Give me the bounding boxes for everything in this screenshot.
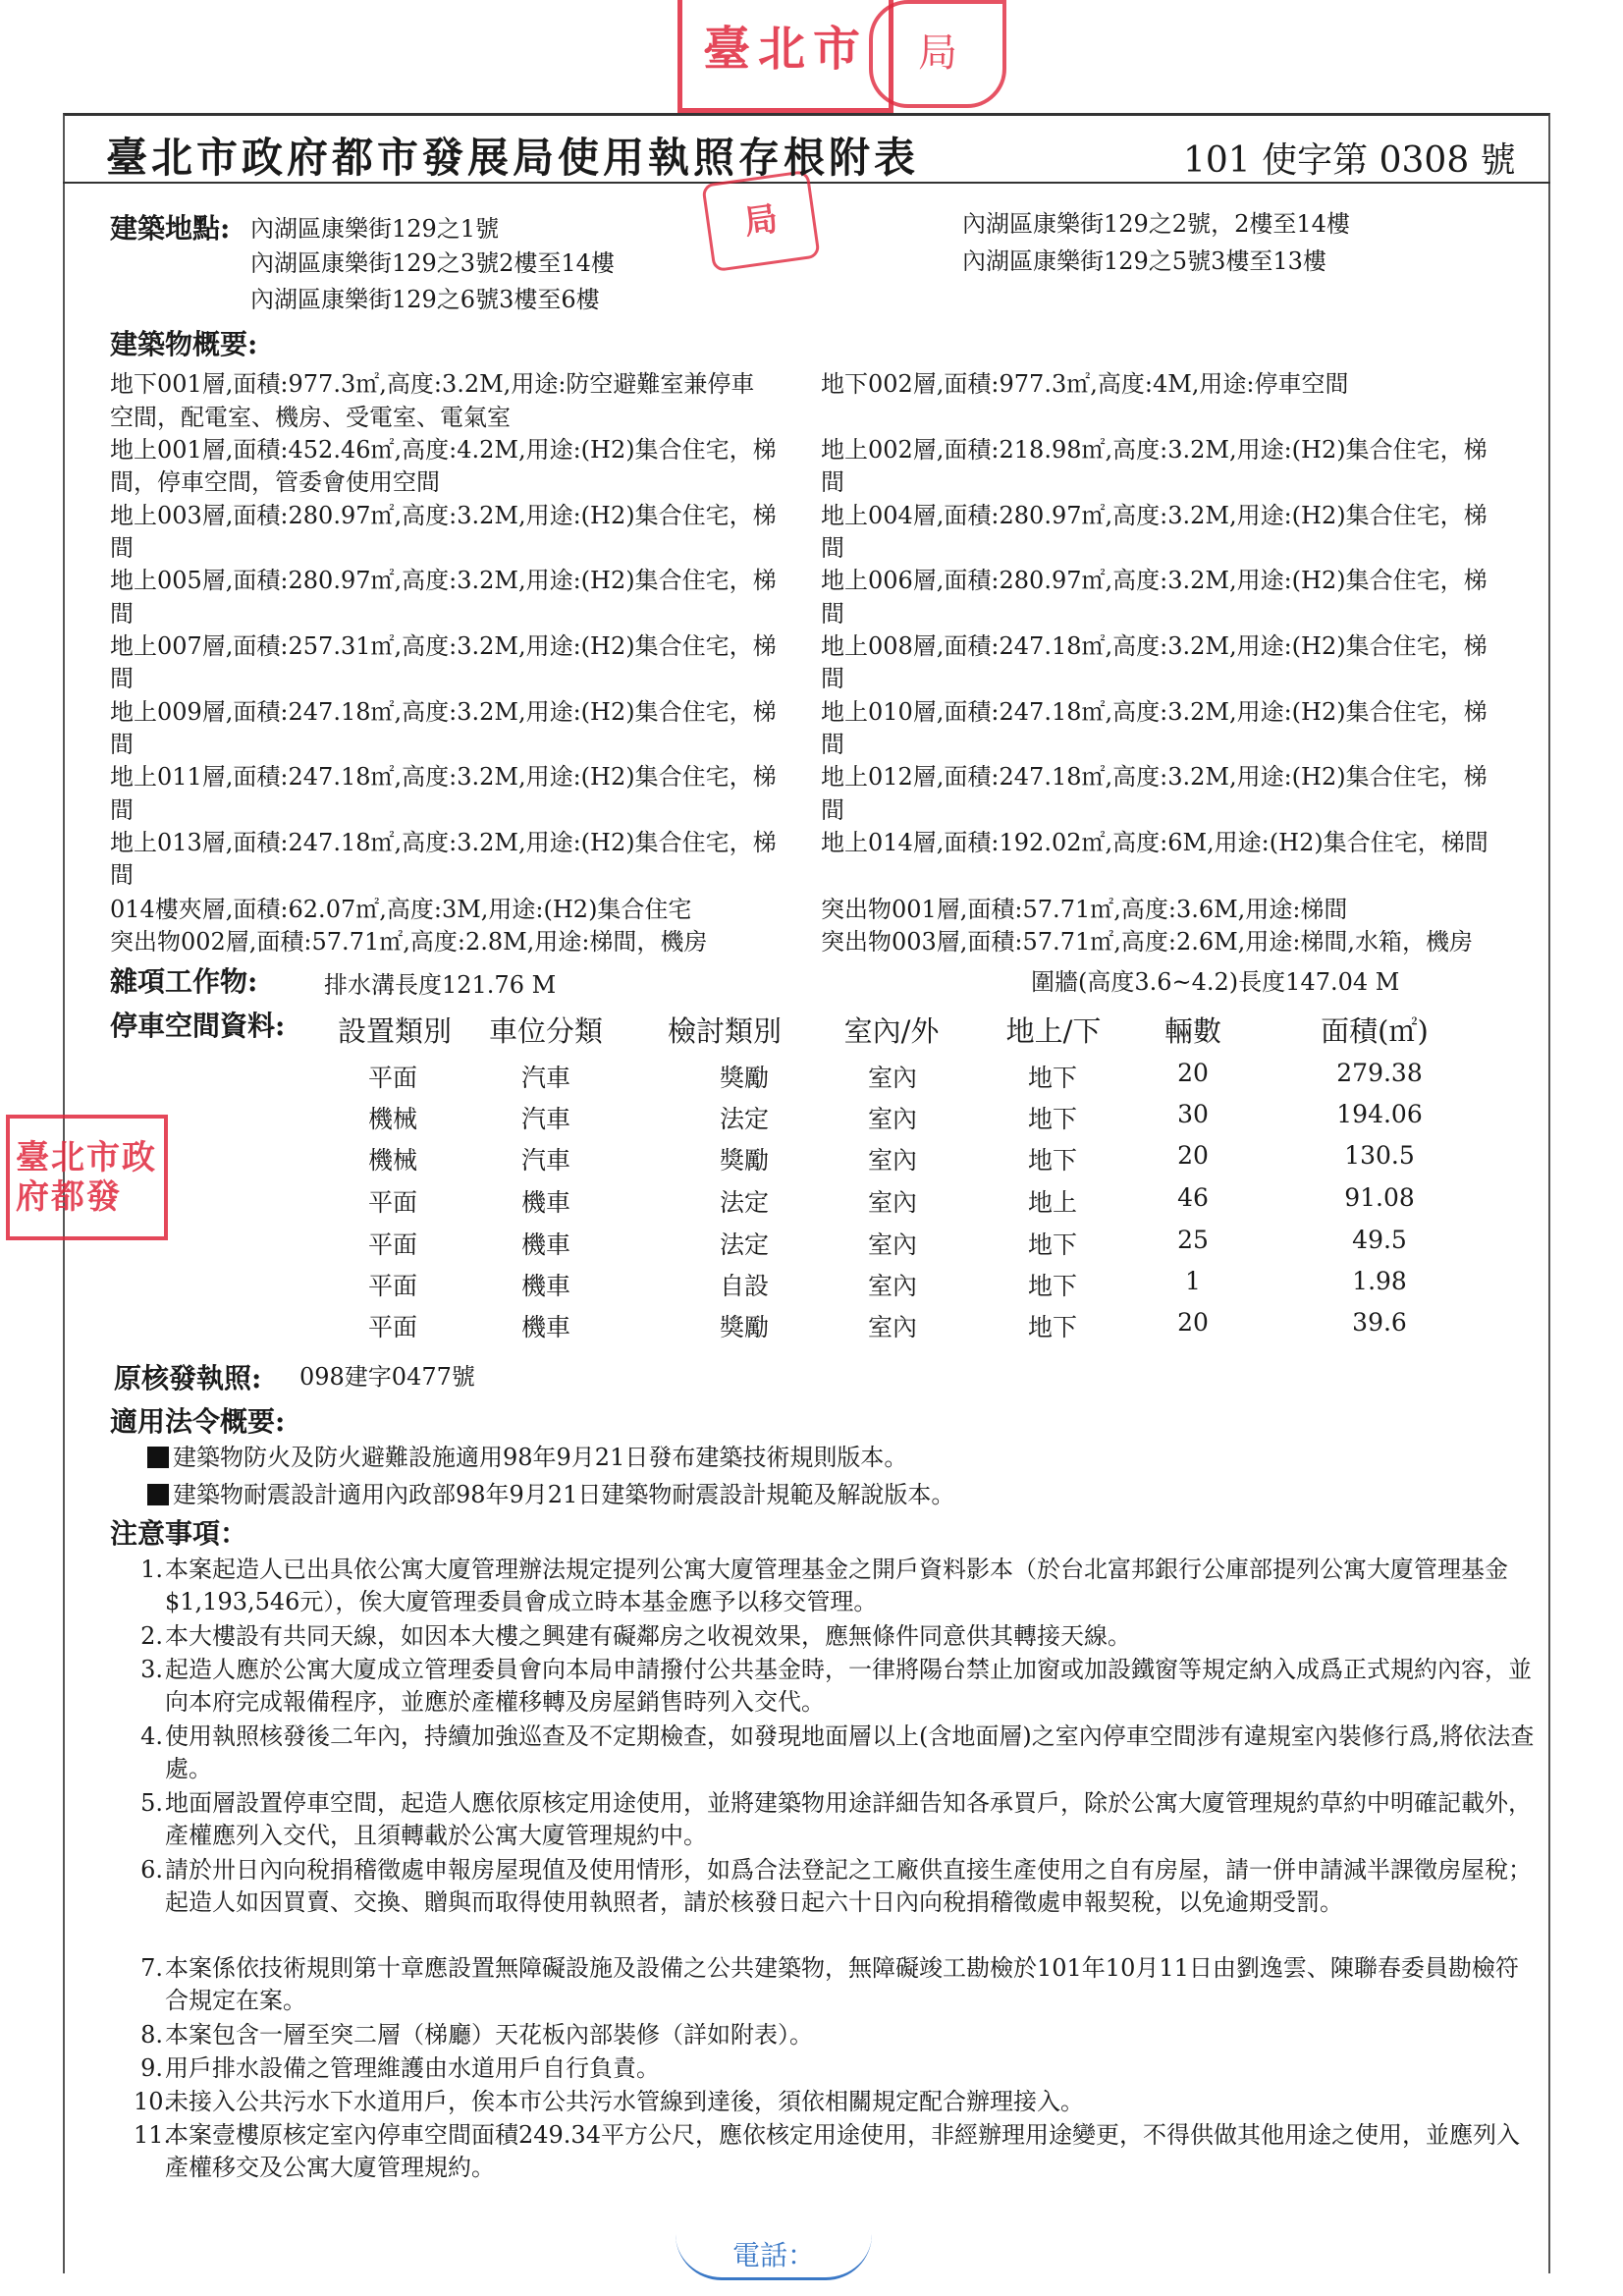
overview-row-right: 間: [821, 468, 844, 496]
overview-row-right: 地上006層,面積:280.97㎡,高度:3.2M,用途:(H2)集合住宅，梯: [821, 567, 1488, 594]
overview-row-left: 間: [110, 861, 134, 889]
laws-label: 適用法令概要:: [110, 1405, 286, 1438]
square-bullet-icon: [147, 1484, 169, 1505]
law-item-text: 建築物防火及防火避難設施適用98年9月21日發布建築技術規則版本。: [173, 1444, 908, 1471]
note-number: 5.: [140, 1789, 163, 1817]
note-number: 10.: [134, 2088, 172, 2115]
overview-row-left: 014樓夾層,面積:62.07㎡,高度:3M,用途:(H2)集合住宅: [110, 896, 692, 923]
parking-cell: 130.5: [1344, 1141, 1415, 1170]
note-text: 使用執照核發後二年內，持續加強巡查及不定期檢查，如發現地面層以上(含地面層)之室內停車空間涉有違規室內裝修行爲,將依法查處。: [165, 1722, 1535, 1782]
footer-phone-mark: 電話：: [676, 2234, 872, 2280]
parking-cell: 室內: [867, 1313, 918, 1341]
red-seal-stamp-mid: 局: [701, 170, 820, 272]
parking-column-header: 檢討類別: [667, 1014, 783, 1048]
address-line: 內湖區康樂街129之2號，2樓至14樓: [962, 210, 1350, 238]
notes-label: 注意事項：: [110, 1517, 248, 1550]
overview-row-left: 間: [110, 600, 134, 628]
parking-column-header: 車位分類: [488, 1014, 604, 1048]
parking-cell: 20: [1177, 1059, 1209, 1087]
address-label: 建築地點:: [110, 212, 231, 245]
parking-cell: 平面: [367, 1064, 418, 1092]
parking-cell: 279.38: [1336, 1059, 1423, 1087]
parking-cell: 地下: [1027, 1064, 1078, 1092]
parking-cell: 20: [1177, 1141, 1209, 1170]
parking-cell: 194.06: [1336, 1100, 1423, 1128]
parking-cell: 室內: [867, 1272, 918, 1300]
parking-cell: 汽車: [520, 1064, 571, 1092]
parking-cell: 獎勵: [719, 1313, 770, 1341]
overview-row-right: 地上012層,面積:247.18㎡,高度:3.2M,用途:(H2)集合住宅，梯: [821, 763, 1488, 791]
parking-cell: 機械: [367, 1146, 418, 1175]
overview-row-right: 突出物001層,面積:57.71㎡,高度:3.6M,用途:梯間: [821, 896, 1348, 923]
overview-row-left: 地下001層,面積:977.3㎡,高度:3.2M,用途:防空避難室兼停車: [110, 370, 755, 398]
overview-row-left: 間，停車空間，管委會使用空間: [110, 468, 440, 496]
red-seal-stamp-top-right: 局: [869, 0, 1006, 108]
overview-row-left: 地上003層,面積:280.97㎡,高度:3.2M,用途:(H2)集合住宅，梯: [110, 502, 777, 529]
overview-row-right: 間: [821, 731, 844, 758]
overview-row-left: 地上013層,面積:247.18㎡,高度:3.2M,用途:(H2)集合住宅，梯: [110, 829, 777, 856]
parking-cell: 法定: [719, 1188, 770, 1217]
parking-cell: 法定: [719, 1230, 770, 1259]
overview-row-right: 間: [821, 600, 844, 628]
note-text: 請於卅日內向稅捐稽徵處申報房屋現值及使用情形，如爲合法登記之工廠供直接生產使用之自有房屋，請一併申請減半課徵房屋稅；起造人如因買賣、交換、贈與而取得使用執照者，請於核發日起六十日內向稅捐稽徵處申報契稅，以免逾期受罰。: [165, 1856, 1532, 1916]
parking-column-header: 面積(㎡): [1321, 1014, 1429, 1048]
overview-row-right: 間: [821, 796, 844, 824]
parking-cell: 室內: [867, 1188, 918, 1217]
parking-column-header: 輛數: [1163, 1014, 1222, 1048]
red-seal-stamp-top: 臺北市: [677, 0, 893, 113]
parking-cell: 地下: [1027, 1230, 1078, 1259]
overview-row-right: 間: [821, 534, 844, 562]
red-seal-stamp-left: 臺北市政府都發: [6, 1115, 168, 1240]
permit-number: 101 使字第 0308 號: [1183, 140, 1516, 181]
parking-cell: 室內: [867, 1230, 918, 1259]
parking-cell: 20: [1177, 1308, 1209, 1337]
overview-row-right: 地下002層,面積:977.3㎡,高度:4M,用途:停車空間: [821, 370, 1349, 398]
parking-cell: 機械: [367, 1105, 418, 1133]
note-number: 1.: [140, 1556, 163, 1583]
note-number: 6.: [140, 1856, 163, 1884]
misc-item: 排水溝長度121.76 M: [324, 971, 557, 999]
parking-cell: 平面: [367, 1272, 418, 1300]
overview-row-left: 空間，配電室、機房、受電室、電氣室: [110, 404, 511, 431]
original-permit-value: 098建字0477號: [299, 1363, 475, 1391]
parking-cell: 49.5: [1352, 1226, 1407, 1254]
law-item-text: 建築物耐震設計適用內政部98年9月21日建築物耐震設計規範及解說版本。: [173, 1481, 955, 1508]
overview-row-right: 地上008層,面積:247.18㎡,高度:3.2M,用途:(H2)集合住宅，梯: [821, 632, 1488, 660]
parking-cell: 室內: [867, 1146, 918, 1175]
overview-row-left: 突出物002層,面積:57.71㎡,高度:2.8M,用途:梯間，機房: [110, 928, 708, 956]
parking-cell: 機車: [520, 1230, 571, 1259]
address-line: 內湖區康樂街129之3號2樓至14樓: [250, 249, 615, 277]
address-line: 內湖區康樂街129之1號: [250, 215, 500, 243]
note-number: 11.: [134, 2121, 172, 2149]
note-text: 本大樓設有共同天線，如因本大樓之興建有礙鄰房之收視效果，應無條件同意供其轉接天線。: [165, 1622, 1131, 1650]
parking-cell: 平面: [367, 1230, 418, 1259]
parking-column-header: 室內/外: [843, 1014, 940, 1048]
parking-cell: 地下: [1027, 1146, 1078, 1175]
square-bullet-icon: [147, 1447, 169, 1468]
overview-row-left: 間: [110, 665, 134, 692]
overview-row-left: 地上005層,面積:280.97㎡,高度:3.2M,用途:(H2)集合住宅，梯: [110, 567, 777, 594]
parking-cell: 汽車: [520, 1105, 571, 1133]
parking-cell: 室內: [867, 1064, 918, 1092]
misc-item: 圍牆(高度3.6~4.2)長度147.04 M: [1031, 968, 1400, 996]
overview-row-left: 地上009層,面積:247.18㎡,高度:3.2M,用途:(H2)集合住宅，梯: [110, 698, 777, 726]
parking-cell: 地下: [1027, 1272, 1078, 1300]
parking-cell: 25: [1177, 1226, 1209, 1254]
parking-cell: 平面: [367, 1313, 418, 1341]
parking-cell: 地下: [1027, 1105, 1078, 1133]
parking-cell: 平面: [367, 1188, 418, 1217]
parking-label: 停車空間資料:: [110, 1010, 286, 1042]
overview-row-left: 間: [110, 796, 134, 824]
note-text: 本案壹樓原核定室內停車空間面積249.34平方公尺，應依核定用途使用，非經辦理用途變更，不得供做其他用途之使用，並應列入產權移交及公寓大廈管理規約。: [165, 2121, 1520, 2181]
parking-cell: 地下: [1027, 1313, 1078, 1341]
overview-row-right: 間: [821, 665, 844, 692]
note-text: 本案係依技術規則第十章應設置無障礙設施及設備之公共建築物，無障礙竣工勘檢於101年10月11日由劉逸雲、陳聯春委員勘檢符合規定在案。: [165, 1954, 1519, 2014]
parking-cell: 機車: [520, 1188, 571, 1217]
parking-cell: 機車: [520, 1272, 571, 1300]
overview-row-left: 地上001層,面積:452.46㎡,高度:4.2M,用途:(H2)集合住宅，梯: [110, 436, 777, 464]
note-text: 地面層設置停車空間，起造人應依原核定用途使用，並將建築物用途詳細告知各承買戶，除於公寓大廈管理規約草約中明確記載外，產權應列入交代，且須轉載於公寓大廈管理規約中。: [165, 1789, 1532, 1849]
address-line: 內湖區康樂街129之5號3樓至13樓: [962, 247, 1326, 275]
parking-cell: 法定: [719, 1105, 770, 1133]
note-number: 3.: [140, 1656, 163, 1683]
parking-cell: 地上: [1027, 1188, 1078, 1217]
note-text: 用戶排水設備之管理維護由水道用戶自行負責。: [165, 2054, 660, 2082]
overview-row-left: 間: [110, 731, 134, 758]
overview-row-right: 地上002層,面積:218.98㎡,高度:3.2M,用途:(H2)集合住宅，梯: [821, 436, 1488, 464]
law-item: [147, 1475, 954, 1509]
overview-row-right: 地上004層,面積:280.97㎡,高度:3.2M,用途:(H2)集合住宅，梯: [821, 502, 1488, 529]
parking-cell: 91.08: [1344, 1183, 1415, 1212]
overview-row-left: 間: [110, 534, 134, 562]
parking-cell: 30: [1177, 1100, 1209, 1128]
note-number: 8.: [140, 2021, 163, 2049]
note-text: 本案起造人已出具依公寓大廈管理辦法規定提列公寓大廈管理基金之開戶資料影本（於台北富邦銀行公庫部提列公寓大廈管理基金$1,193,546元），俟大廈管理委員會成立時本基金應予以移交管理。: [165, 1556, 1508, 1615]
page-title: 臺北市政府都市發展局使用執照存根附表: [106, 134, 920, 182]
original-permit-label: 原核發執照:: [114, 1362, 262, 1394]
parking-cell: 1.98: [1352, 1267, 1407, 1295]
note-text: 起造人應於公寓大廈成立管理委員會向本局申請撥付公共基金時，一律將陽台禁止加窗或加設鐵窗等規定納入成爲正式規約內容，並向本府完成報備程序，並應於產權移轉及房屋銷售時列入交代。: [165, 1656, 1532, 1716]
parking-cell: 39.6: [1352, 1308, 1407, 1337]
parking-cell: 汽車: [520, 1146, 571, 1175]
parking-cell: 機車: [520, 1313, 571, 1341]
overview-row-right: 地上010層,面積:247.18㎡,高度:3.2M,用途:(H2)集合住宅，梯: [821, 698, 1488, 726]
parking-cell: 46: [1177, 1183, 1209, 1212]
parking-cell: 室內: [867, 1105, 918, 1133]
parking-column-header: 地上/下: [1005, 1014, 1102, 1048]
note-number: 9.: [140, 2054, 163, 2082]
parking-cell: 1: [1185, 1267, 1201, 1295]
overview-row-left: 地上011層,面積:247.18㎡,高度:3.2M,用途:(H2)集合住宅，梯: [110, 763, 777, 791]
note-number: 7.: [140, 1954, 163, 1982]
overview-label: 建築物概要:: [110, 328, 258, 360]
parking-cell: 獎勵: [719, 1146, 770, 1175]
parking-cell: 獎勵: [719, 1064, 770, 1092]
overview-row-right: 突出物003層,面積:57.71㎡,高度:2.6M,用途:梯間,水箱，機房: [821, 928, 1474, 956]
note-text: 未接入公共污水下水道用戶，俟本市公共污水管線到達後，須依相關規定配合辦理接入。: [165, 2088, 1084, 2115]
misc-label: 雜項工作物:: [110, 965, 258, 998]
note-number: 2.: [140, 1622, 163, 1650]
overview-row-left: 地上007層,面積:257.31㎡,高度:3.2M,用途:(H2)集合住宅，梯: [110, 632, 777, 660]
law-item: [147, 1438, 907, 1472]
note-number: 4.: [140, 1722, 163, 1750]
overview-row-right: 地上014層,面積:192.02㎡,高度:6M,用途:(H2)集合住宅，梯間: [821, 829, 1488, 856]
address-line: 內湖區康樂街129之6號3樓至6樓: [250, 286, 600, 313]
parking-column-header: 設置類別: [337, 1014, 453, 1048]
parking-cell: 自設: [719, 1272, 770, 1300]
note-text: 本案包含一層至突二層（梯廳）天花板內部裝修（詳如附表）。: [165, 2021, 813, 2049]
